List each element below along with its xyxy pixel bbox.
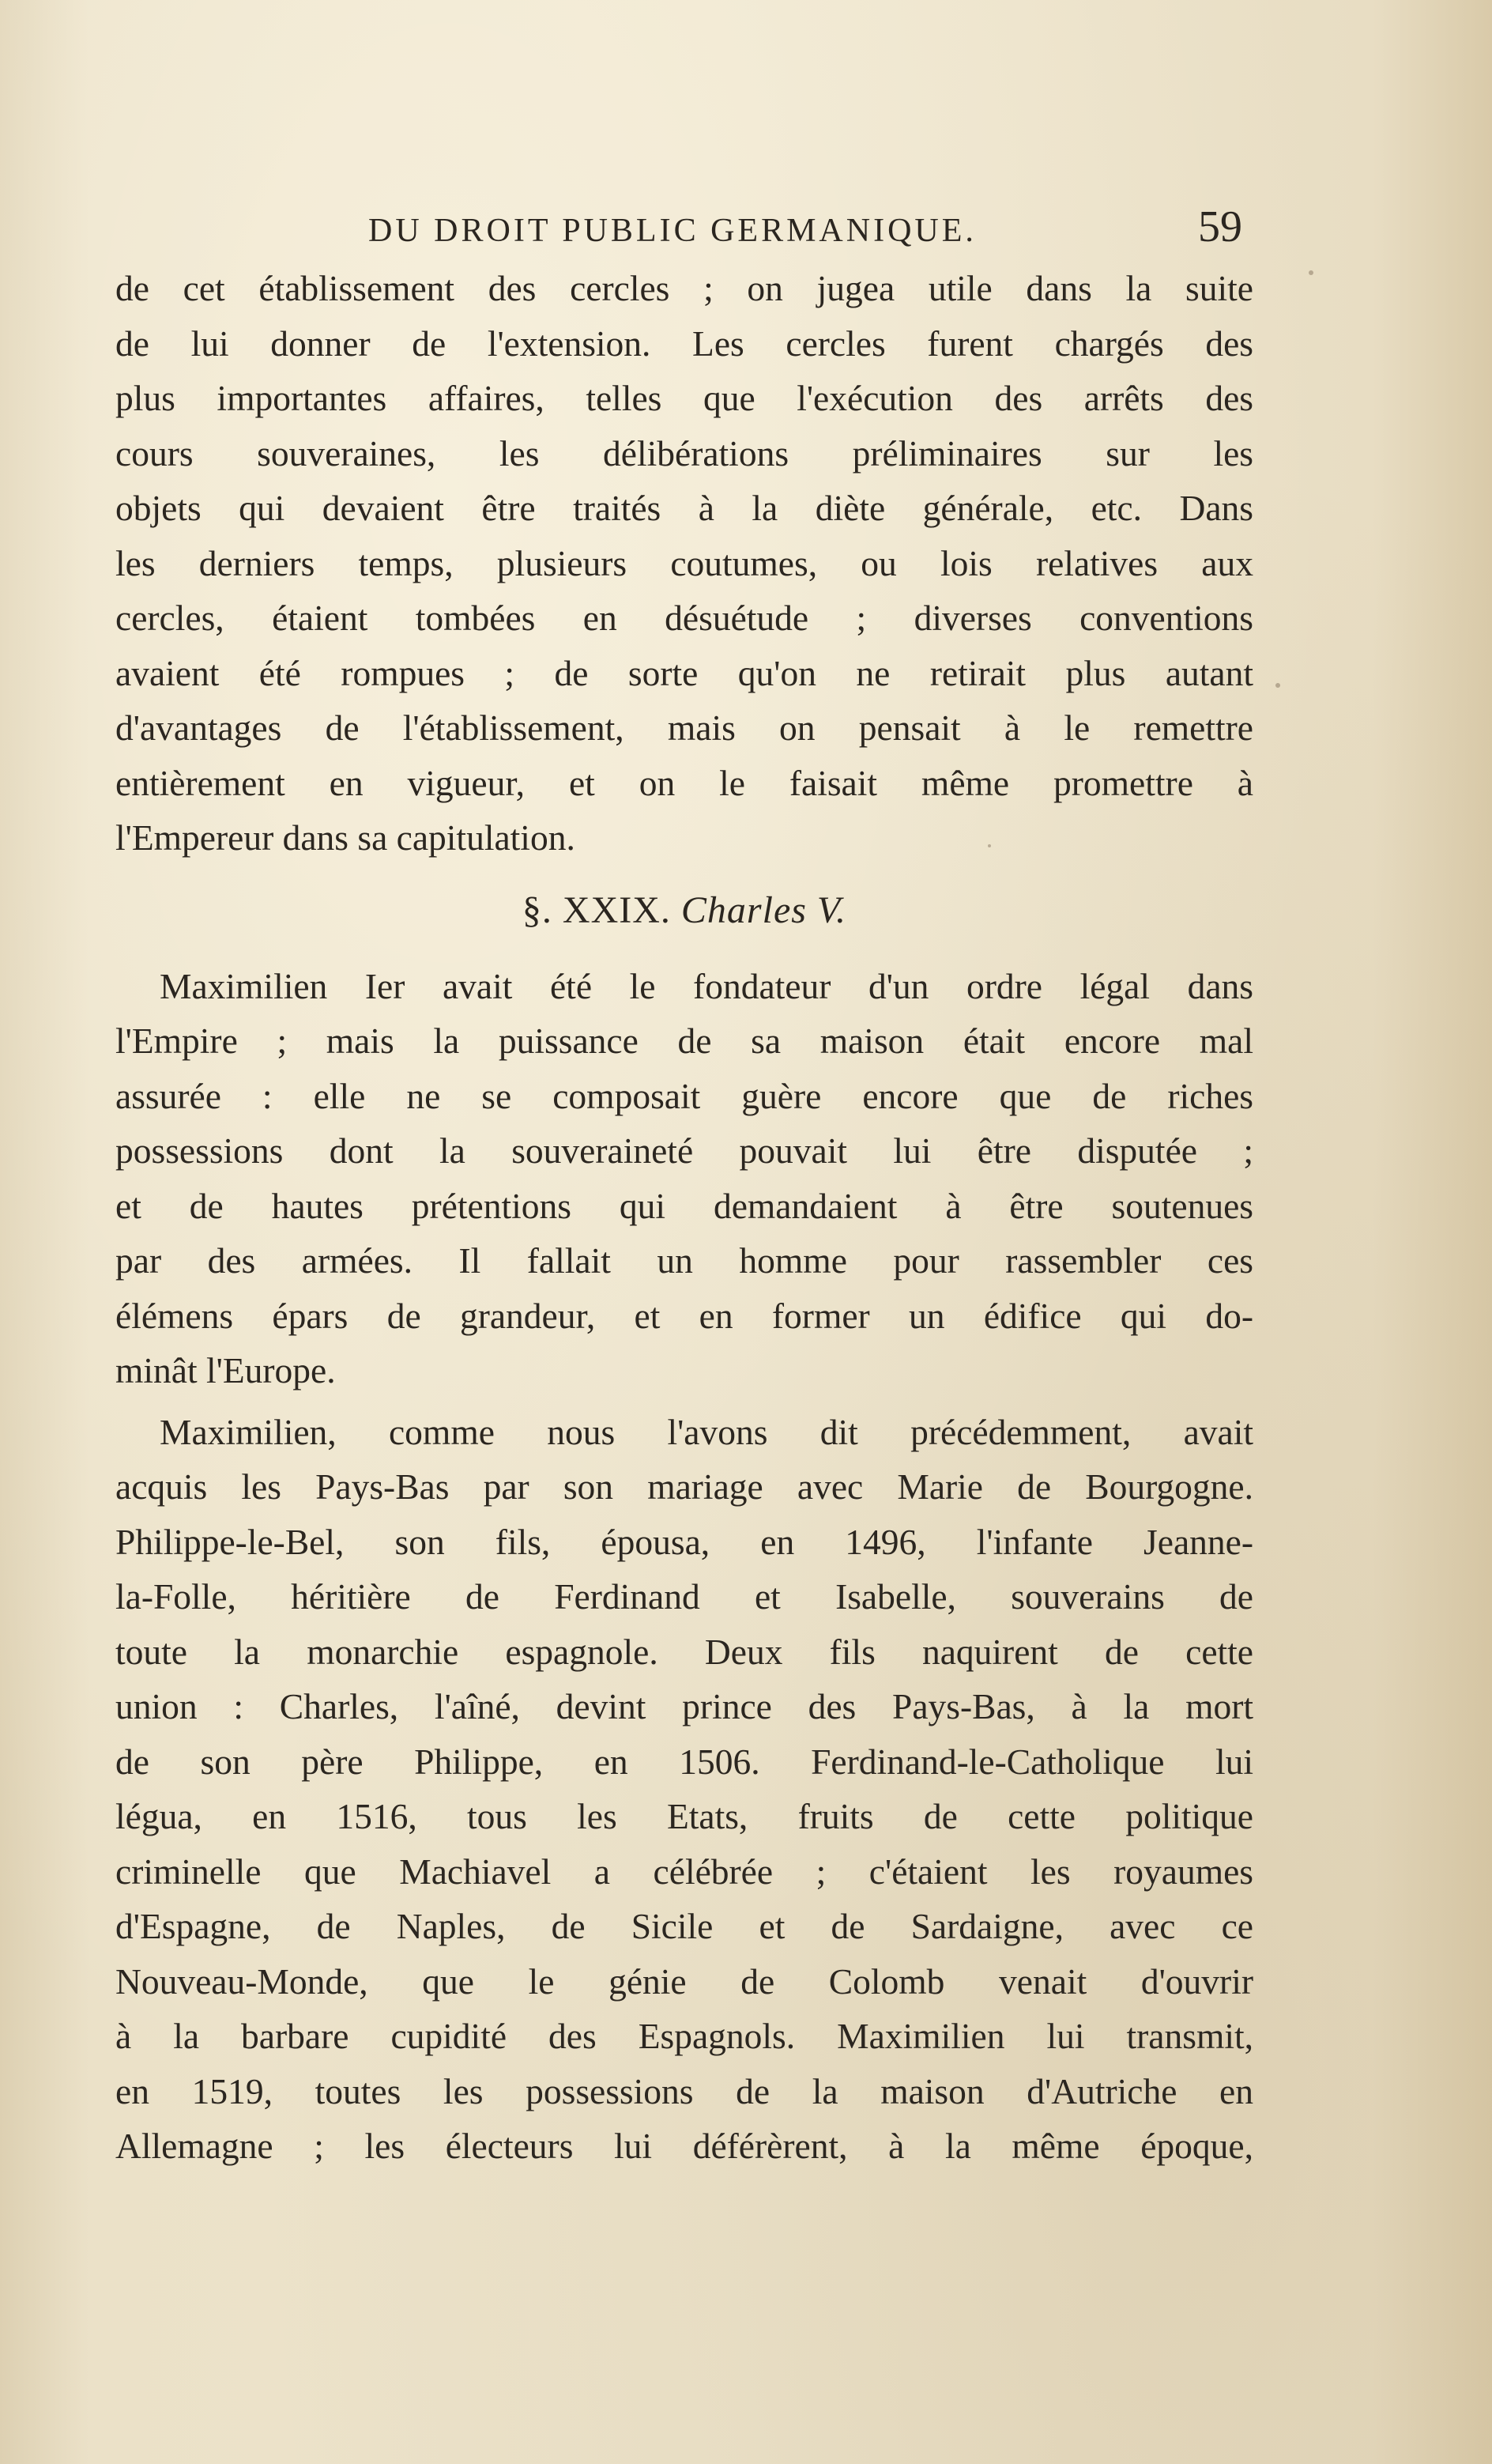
text-line: union : Charles, l'aîné, devint prince des Pays-Bas, à la mort xyxy=(115,1686,1253,1726)
text-line: élémens épars de grandeur, et en former un édifice qui do- xyxy=(115,1295,1253,1336)
running-head: DU DROIT PUBLIC GERMANIQUE. xyxy=(368,213,977,249)
paper-speck xyxy=(1309,270,1313,275)
text-line: objets qui devaient être traités à la diète générale, etc. Dans xyxy=(115,488,1253,528)
text-line: plus importantes affaires, telles que l'exécution des arrêts des xyxy=(115,378,1253,418)
text-line: avaient été rompues ; de sorte qu'on ne retirait plus autant xyxy=(115,652,1253,693)
paragraph xyxy=(115,261,1253,866)
section-number: §. XXIX. xyxy=(522,889,671,931)
paper-speck xyxy=(1275,683,1280,688)
text-line: Nouveau-Monde, que le génie de Colomb venait d'ouvrir xyxy=(115,1960,1253,2002)
text-line: cercles, étaient tombées en désuétude ; diverses conventions xyxy=(115,598,1253,638)
page-text xyxy=(115,202,1253,2174)
text-line: Maximilien Ier avait été le fondateur d'un ordre légal dans xyxy=(160,965,1253,1006)
paragraph-gap xyxy=(115,1398,1253,1405)
text-line: Philippe-le-Bel, son fils, épousa, en 1496, l'infante Jeanne- xyxy=(115,1521,1253,1562)
page-header xyxy=(115,202,1253,261)
text-line: légua, en 1516, tous les Etats, fruits de cette politique xyxy=(115,1796,1253,1836)
text-line: de cet établissement des cercles ; on jugea utile dans la suite xyxy=(115,268,1253,308)
text-line: Maximilien, comme nous l'avons dit précédemment, avait xyxy=(160,1411,1253,1452)
text-line: criminelle que Machiavel a célébrée ; c'étaient les royaumes xyxy=(115,1851,1253,1892)
text-line: l'Empire ; mais la puissance de sa maison était encore mal xyxy=(115,1021,1253,1061)
text-line: l'Empereur dans sa capitulation. xyxy=(115,817,575,858)
text-line: et de hautes prétentions qui demandaient à être soutenues xyxy=(115,1185,1253,1226)
text-line: à la barbare cupidité des Espagnols. Maximilien lui transmit, xyxy=(115,2016,1253,2056)
text-line: acquis les Pays-Bas par son mariage avec Marie de Bourgogne. xyxy=(115,1466,1253,1507)
text-line: assurée : elle ne se composait guère encore que de riches xyxy=(115,1075,1253,1116)
paragraph xyxy=(115,959,1253,1398)
paragraph xyxy=(115,1405,1253,2174)
text-line: minât l'Europe. xyxy=(115,1350,336,1390)
text-line: la-Folle, héritière de Ferdinand et Isabelle, souverains de xyxy=(115,1576,1253,1617)
text-line: de son père Philippe, en 1506. Ferdinand-le-Catholique lui xyxy=(115,1741,1253,1782)
text-line: toute la monarchie espagnole. Deux fils naquirent de cette xyxy=(115,1631,1253,1672)
text-line: d'Espagne, de Naples, de Sicile et de Sardaigne, avec ce xyxy=(115,1906,1253,1946)
text-line: d'avantages de l'établissement, mais on pensait à le remettre xyxy=(115,708,1253,748)
page-number: 59 xyxy=(1198,202,1242,251)
text-line: par des armées. Il fallait un homme pour rassembler ces xyxy=(115,1240,1253,1281)
text-line: cours souveraines, les délibérations préliminaires sur les xyxy=(115,432,1253,474)
text-line: possessions dont la souveraineté pouvait lui être disputée ; xyxy=(115,1130,1253,1171)
text-line: Allemagne ; les électeurs lui déférèrent, à la même époque, xyxy=(115,2126,1253,2166)
text-line: en 1519, toutes les possessions de la maison d'Autriche en xyxy=(115,2070,1253,2111)
section-heading xyxy=(115,883,1253,938)
text-line: entièrement en vigueur, et on le faisait même promettre à xyxy=(115,762,1253,803)
text-line: les derniers temps, plusieurs coutumes, ou lois relatives aux xyxy=(115,542,1253,583)
section-title: Charles V. xyxy=(680,889,847,931)
text-line: de lui donner de l'extension. Les cercles furent chargés des xyxy=(115,323,1253,364)
